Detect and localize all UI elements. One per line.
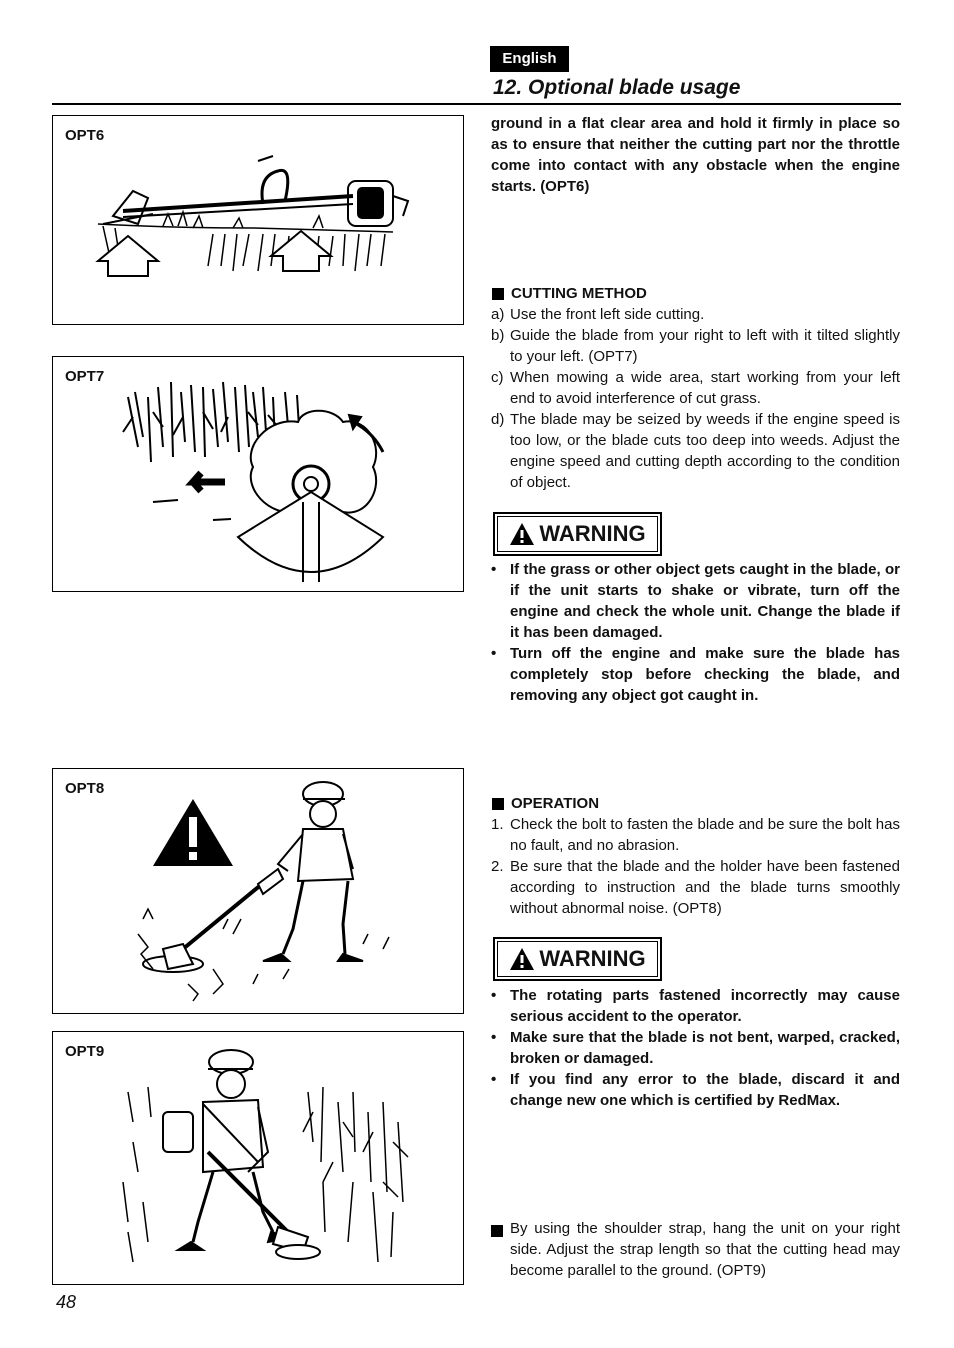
bullet-item: • Turn off the engine and make sure the blade has completely stop before checking the blade, and removing any object got caught in. bbox=[491, 645, 900, 704]
list-item bbox=[491, 325, 900, 367]
bullet-text: Make sure that the blade is not bent, warped, cracked, broken or damaged. bbox=[510, 1029, 900, 1067]
square-bullet-icon bbox=[491, 1225, 503, 1237]
list-item bbox=[491, 367, 900, 409]
bullet-text: If you find any error to the blade, discard it and change new one which is certified by RedMax. bbox=[510, 1071, 900, 1109]
figure-opt6 bbox=[52, 115, 464, 325]
warning-triangle-icon bbox=[153, 799, 233, 866]
strap-note bbox=[491, 1218, 900, 1281]
bullet-text: Turn off the engine and make sure the blade has completely stop before checking the blade, and removing any object got caught in. bbox=[510, 645, 900, 704]
list-item bbox=[491, 856, 900, 919]
trimmer-on-ground-illustration bbox=[53, 116, 463, 324]
figure-label: OPT7 bbox=[65, 368, 105, 385]
item-key: 2. bbox=[491, 858, 504, 875]
square-bullet-icon bbox=[492, 798, 504, 810]
list-item bbox=[491, 409, 900, 493]
figure-label: OPT8 bbox=[65, 780, 105, 797]
warning1-bullets bbox=[491, 559, 900, 706]
item-text: Guide the blade from your right to left with it tilted slightly to your left. (OPT7) bbox=[510, 327, 900, 365]
warning-label-box bbox=[493, 937, 662, 981]
figure-label: OPT6 bbox=[65, 127, 105, 144]
warning-triangle-icon bbox=[509, 947, 535, 971]
note-item bbox=[491, 1218, 900, 1281]
bullet-item: • The rotating parts fastened incorrectly may cause serious accident to the operator. bbox=[491, 987, 900, 1025]
operator-safety-illustration bbox=[53, 769, 463, 1013]
warning-text: WARNING bbox=[539, 946, 646, 971]
section-title: 12. Optional blade usage bbox=[493, 76, 741, 99]
blade-cutting-illustration bbox=[53, 357, 463, 591]
square-bullet-icon bbox=[492, 288, 504, 300]
language-badge: English bbox=[490, 46, 569, 72]
warning-triangle-icon bbox=[509, 522, 535, 546]
item-key: c) bbox=[491, 369, 504, 386]
bullet-item: • If the grass or other object gets caught in the blade, or if the unit starts to shake or vibrate, turn off the engine and check the whole unit. Change the blade if it has been damaged. bbox=[491, 561, 900, 641]
bullet-text: The rotating parts fastened incorrectly may cause serious accident to the operator. bbox=[510, 987, 900, 1025]
item-text: Use the front left side cutting. bbox=[510, 306, 705, 323]
item-key: b) bbox=[491, 327, 505, 344]
item-key: d) bbox=[491, 411, 505, 428]
warning2-bullets bbox=[491, 985, 900, 1111]
list-item bbox=[491, 304, 900, 325]
figure-opt8 bbox=[52, 768, 464, 1014]
bullet-text: If the grass or other object gets caught in the blade, or if the unit starts to shake or vibrate, turn off the engine and check the whole unit. Change the blade if it has been damaged. bbox=[510, 561, 900, 641]
figure-label: OPT9 bbox=[65, 1043, 105, 1060]
cutting-method-heading bbox=[491, 283, 900, 304]
item-key: a) bbox=[491, 306, 505, 323]
cutting-method-section bbox=[491, 283, 900, 493]
page-number: 48 bbox=[56, 1292, 77, 1312]
figure-opt9 bbox=[52, 1031, 464, 1285]
item-text: Be sure that the blade and the holder have been fastened according to instruction and the blade turns smoothly without abnormal noise. (OPT8) bbox=[510, 858, 900, 917]
header-rule bbox=[52, 103, 901, 105]
bullet-item: • Make sure that the blade is not bent, warped, cracked, broken or damaged. bbox=[491, 1029, 900, 1067]
warning-label-box bbox=[493, 512, 662, 556]
heading-text: CUTTING METHOD bbox=[511, 285, 647, 302]
item-text: Check the bolt to fasten the blade and be sure the bolt has no fault, and no abrasion. bbox=[510, 816, 900, 854]
figure-opt7 bbox=[52, 356, 464, 592]
item-text: When mowing a wide area, start working from your left end to avoid interference of cut grass. bbox=[510, 369, 900, 407]
operation-section bbox=[491, 793, 900, 919]
list-item bbox=[491, 814, 900, 856]
note-text: By using the shoulder strap, hang the unit on your right side. Adjust the strap length so that the cutting head may become parallel to the ground. (OPT9) bbox=[510, 1220, 900, 1279]
operator-with-strap-illustration bbox=[53, 1032, 463, 1284]
item-key: 1. bbox=[491, 816, 504, 833]
intro-paragraph: ground in a flat clear area and hold it firmly in place so as to ensure that neither the cutting part nor the throttle come into contact with any obstacle when the engine starts. (OPT6) bbox=[491, 115, 900, 195]
heading-text: OPERATION bbox=[511, 795, 600, 812]
item-text: The blade may be seized by weeds if the engine speed is too low, or the blade cuts too deep into weeds. Adjust the engine speed and cutting depth according to the condition of object. bbox=[510, 411, 900, 491]
bullet-item: • If you find any error to the blade, discard it and change new one which is certified by RedMax. bbox=[491, 1071, 900, 1109]
warning-text: WARNING bbox=[539, 521, 646, 546]
operation-heading bbox=[491, 793, 900, 814]
